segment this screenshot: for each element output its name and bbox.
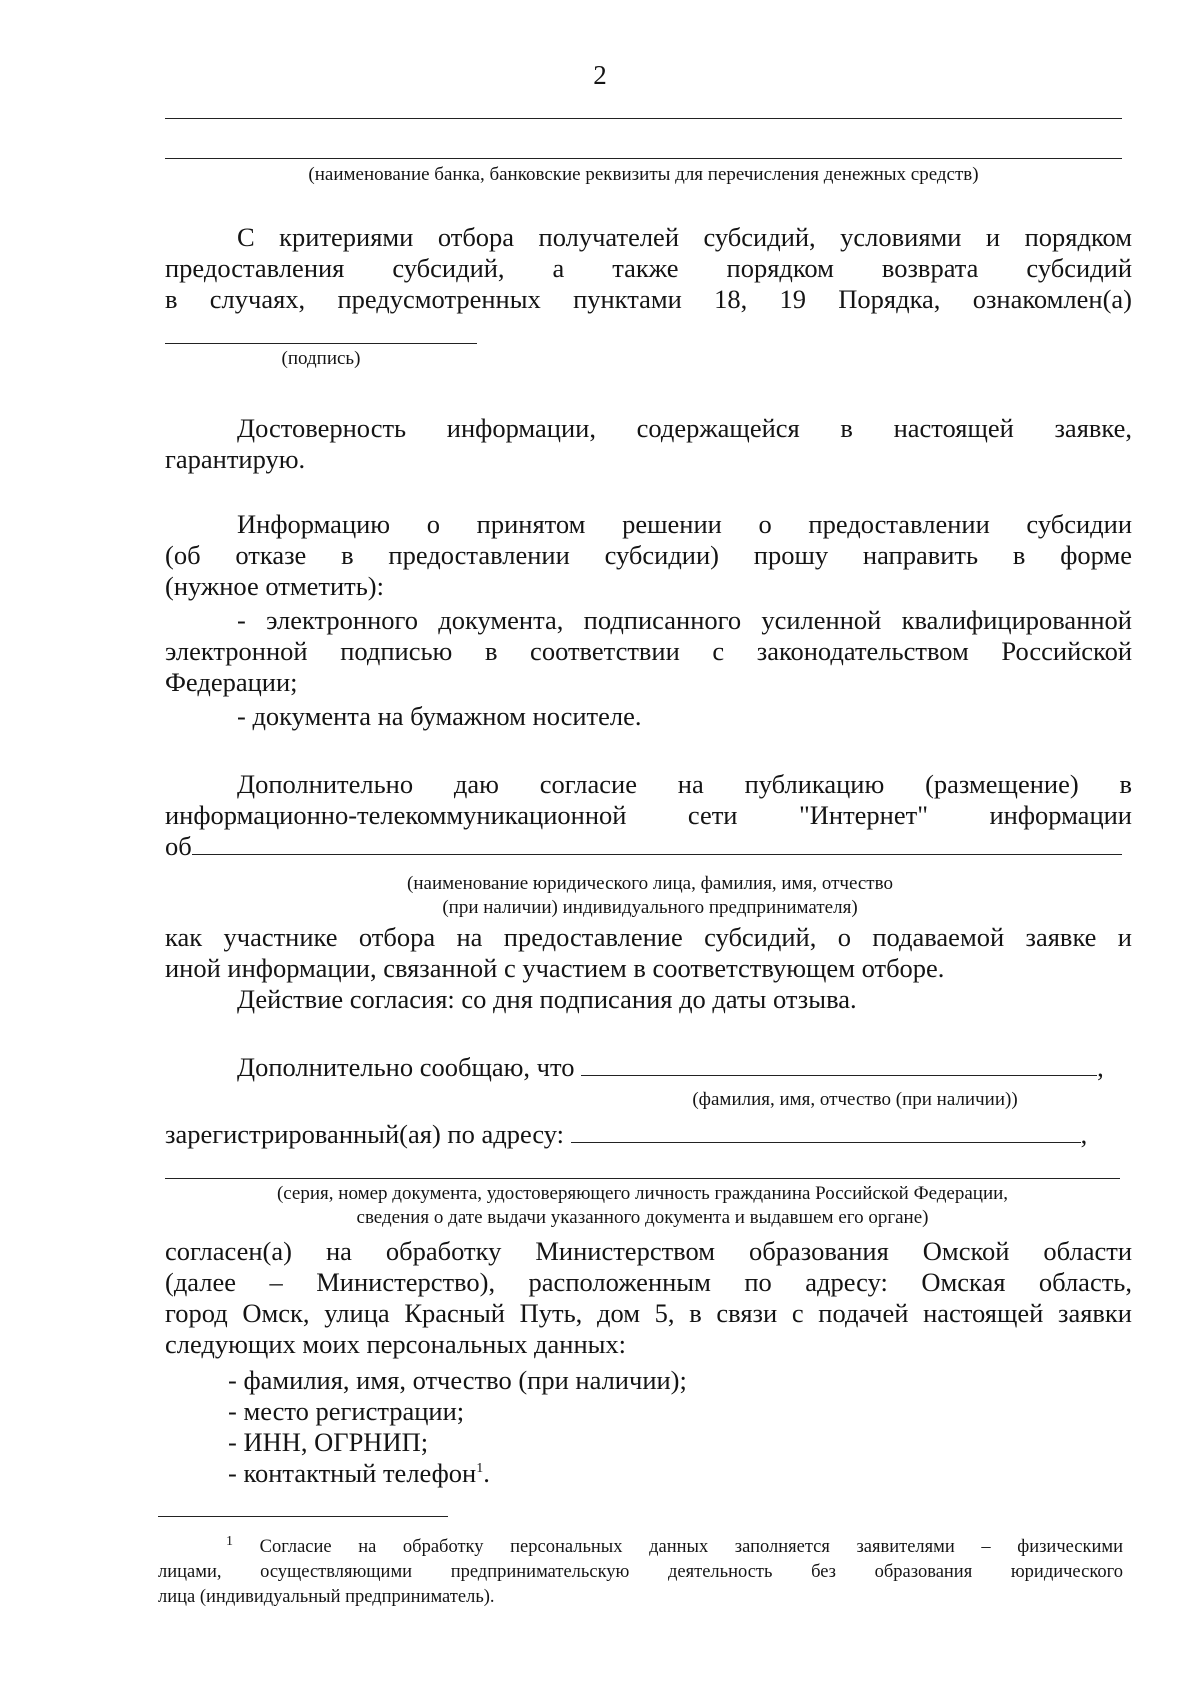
fio-caption: (фамилия, имя, отчество (при наличии)) <box>692 1089 1018 1110</box>
signature-caption: (подпись) <box>281 348 361 369</box>
agree-paragraph <box>165 1236 1132 1360</box>
footnote-line-1-text: Согласие на обработку персональных данных заполняется заявителями – физическими <box>259 1537 1124 1557</box>
document-caption-line-1: (серия, номер документа, удостоверяющего личность гражданина Российской Федерации, <box>276 1183 1009 1204</box>
data-items <box>228 1365 1128 1489</box>
document-line <box>165 1178 1120 1179</box>
data-item-phone-end: . <box>483 1458 490 1488</box>
validity-line: Действие согласия: со дня подписания до даты отзыва. <box>237 984 857 1014</box>
participant-paragraph <box>165 922 1132 984</box>
footnote-line-2: лицами, осуществляющими предпринимательскую деятельность без образования юридического <box>158 1562 1123 1582</box>
option-electronic-line-1: - электронного документа, подписанного усиленной квалифицированной <box>237 605 1132 635</box>
option-electronic <box>165 605 1132 698</box>
additional-report-line <box>237 1052 1104 1083</box>
agree-line-3: город Омск, улица Красный Путь, дом 5, в связи с подачей настоящей заявки <box>165 1298 1132 1328</box>
signature-line <box>165 343 477 344</box>
consent-ob: об <box>165 831 192 861</box>
participant-line-2: иной информации, связанной с участием в соответствующем отборе. <box>165 953 945 983</box>
document-caption <box>150 1182 1135 1230</box>
comma-2: , <box>1080 1119 1088 1149</box>
data-item-fio: - фамилия, имя, отчество (при наличии); <box>228 1365 687 1395</box>
footnote-mark: 1 <box>226 1533 233 1549</box>
data-item-registration: - место регистрации; <box>228 1396 465 1426</box>
participant-line-1: как участнике отбора на предоставление субсидий, о подаваемой заявке и <box>165 922 1132 952</box>
info-line-3: (нужное отметить): <box>165 571 384 601</box>
reliability-paragraph <box>165 413 1132 475</box>
info-line-1: Информацию о принятом решении о предоставлении субсидии <box>237 509 1132 539</box>
registered-line <box>165 1119 1087 1150</box>
bank-line-1 <box>165 118 1122 119</box>
comma-1: , <box>1097 1052 1104 1082</box>
criteria-line-3: в случаях, предусмотренных пунктами 18, 19 Порядка, ознакомлен(а) <box>165 284 1132 314</box>
criteria-line-1: С критериями отбора получателей субсидий, условиями и порядком <box>237 222 1132 252</box>
consent-ob-line <box>165 831 1122 862</box>
address-blank <box>571 1120 1081 1143</box>
reliability-line-1: Достоверность информации, содержащейся в настоящей заявке, <box>237 413 1132 443</box>
option-electronic-line-2: электронной подписью в соответствии с законодательством Российской <box>165 636 1132 666</box>
fio-blank <box>581 1053 1097 1076</box>
criteria-paragraph <box>165 222 1132 315</box>
entity-caption <box>200 872 1100 920</box>
entity-caption-line-1: (наименование юридического лица, фамилия, имя, отчество <box>407 873 893 894</box>
option-paper: - документа на бумажном носителе. <box>237 701 642 731</box>
info-line-2: (об отказе в предоставлении субсидии) прошу направить в форме <box>165 540 1132 570</box>
footnote <box>158 1535 1123 1610</box>
data-item-phone <box>228 1458 1128 1489</box>
consent-line-1: Дополнительно даю согласие на публикацию (размещение) в <box>237 769 1132 799</box>
data-item-phone-text: - контактный телефон <box>228 1458 477 1488</box>
criteria-line-2: предоставления субсидий, а также порядком возврата субсидий <box>165 253 1132 283</box>
entity-blank <box>192 832 1122 855</box>
option-electronic-line-3: Федерации; <box>165 667 298 697</box>
bank-caption: (наименование банка, банковские реквизиты для перечисления денежных средств) <box>308 164 979 185</box>
agree-line-1: согласен(а) на обработку Министерством образования Омской области <box>165 1236 1132 1266</box>
footnote-line-1 <box>158 1535 1123 1560</box>
info-paragraph <box>165 509 1132 602</box>
additional-report-text: Дополнительно сообщаю, что <box>237 1052 575 1082</box>
consent-paragraph <box>165 769 1132 831</box>
agree-line-4: следующих моих персональных данных: <box>165 1329 627 1359</box>
document-caption-line-2: сведения о дате выдачи указанного документа и выдавшем его органе) <box>356 1207 929 1228</box>
footnote-separator <box>158 1516 448 1517</box>
agree-line-2: (далее – Министерство), расположенным по адресу: Омская область, <box>165 1267 1132 1297</box>
reliability-line-2: гарантирую. <box>165 444 306 474</box>
bank-line-2 <box>165 158 1122 159</box>
page-number: 2 <box>593 60 607 90</box>
registered-text: зарегистрированный(ая) по адресу: <box>165 1119 565 1149</box>
consent-line-2: информационно-телекоммуникационной сети "Интернет" информации <box>165 800 1132 830</box>
entity-caption-line-2: (при наличии) индивидуального предпринимателя) <box>442 897 858 918</box>
footnote-line-3: лица (индивидуальный предприниматель). <box>158 1587 495 1607</box>
data-item-inn: - ИНН, ОГРНИП; <box>228 1427 429 1457</box>
footnote-ref: 1 <box>476 1461 484 1477</box>
